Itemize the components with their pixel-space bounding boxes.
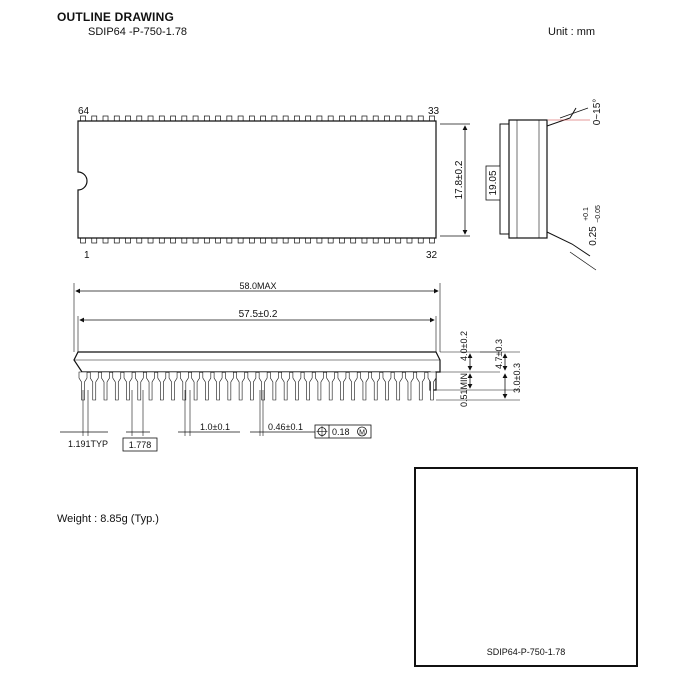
shoulder-width-dimension: 1.0±0.1: [200, 422, 230, 432]
front-lead: [372, 372, 380, 400]
front-lead: [349, 372, 357, 400]
front-lead: [282, 372, 290, 400]
row-spacing-dimension: 19.05: [488, 170, 499, 196]
lead-length-dimension: 3.0±0.3: [512, 363, 522, 393]
position-tolerance-value: 0.18: [332, 427, 350, 437]
front-lead: [394, 372, 402, 400]
front-lead: [293, 372, 301, 400]
front-lead: [383, 372, 391, 400]
weight-label: Weight : 8.85g (Typ.): [57, 513, 159, 525]
front-lead: [338, 372, 346, 400]
front-lead: [169, 372, 177, 400]
body-width-dimension: 17.8±0.2: [454, 160, 465, 200]
front-lead: [180, 372, 188, 400]
pin-1-label: 1: [84, 250, 90, 261]
body-height-dimension: 4.0±0.2: [459, 331, 469, 361]
mmc-symbol: M: [359, 429, 365, 437]
front-view-leads: [79, 372, 436, 400]
max-length-dimension: 58.0MAX: [239, 281, 277, 291]
front-lead: [360, 372, 368, 400]
front-lead: [135, 372, 143, 400]
standoff-dimension: 0.51MIN: [459, 372, 469, 408]
front-lead: [327, 372, 335, 400]
pin-64-label: 64: [78, 106, 90, 117]
unit-label: Unit : mm: [548, 26, 596, 38]
package-photo-caption: SDIP64-P-750-1.78: [486, 647, 566, 657]
front-lead: [102, 372, 110, 400]
front-lead: [304, 372, 312, 400]
side-view-lead-top: [547, 108, 576, 126]
body-length-dimension: 57.5±0.2: [238, 309, 278, 320]
front-lead: [405, 372, 413, 400]
pin-32-label: 32: [426, 250, 438, 261]
pin-33-label: 33: [428, 106, 440, 117]
front-lead: [192, 372, 200, 400]
side-view-body: [509, 120, 547, 238]
side-view: [486, 99, 603, 270]
lead-thickness-dimension: 0.25: [588, 226, 599, 246]
package-photo-frame: [414, 467, 638, 667]
front-lead: [248, 372, 256, 400]
lead-width-dimension: 0.46±0.1: [268, 422, 303, 432]
front-lead: [113, 372, 121, 400]
front-lead: [147, 372, 155, 400]
front-lead: [237, 372, 245, 400]
front-view: [60, 281, 522, 451]
drawing-title: OUTLINE DRAWING: [57, 10, 174, 24]
front-lead: [124, 372, 132, 400]
side-view-lead-bottom: [547, 232, 590, 256]
top-view-body: [78, 121, 436, 238]
side-view-lead-left: [500, 124, 509, 234]
package-code: SDIP64 -P-750-1.78: [88, 26, 188, 38]
end-pitch-dimension: 1.191TYP: [68, 439, 109, 449]
lead-thickness-plus-tolerance: +0.1: [583, 207, 590, 221]
front-lead: [203, 372, 211, 400]
front-lead: [214, 372, 222, 400]
top-view: [78, 106, 470, 261]
lead-angle-dimension: 0~15°: [592, 98, 603, 126]
front-lead: [225, 372, 233, 400]
front-lead: [90, 372, 98, 400]
pitch-dimension: 1.778: [128, 440, 152, 450]
total-height-dimension: 4.7±0.3: [494, 339, 504, 369]
front-lead: [315, 372, 323, 400]
lead-thickness-minus-tolerance: −0.05: [595, 205, 602, 223]
front-lead: [417, 372, 425, 400]
front-lead: [270, 372, 278, 400]
front-lead: [158, 372, 166, 400]
